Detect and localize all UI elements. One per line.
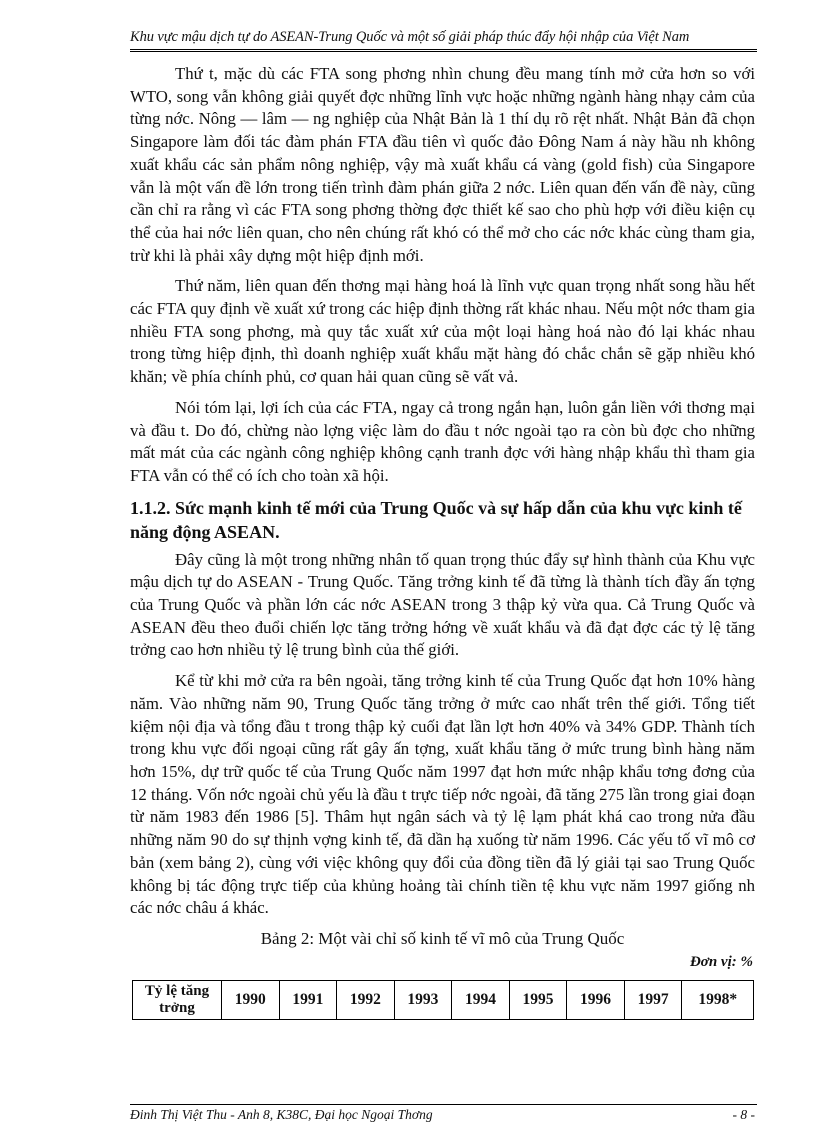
page-number: - 8 - (732, 1107, 755, 1122)
paragraph: Kể từ khi mở cửa ra bên ngoài, tăng trởng kinh tế của Trung Quốc đạt hơn 10% hàng năm. Vào những năm 90, Trung Quốc tăng trởng ở mức cao nhất trên thế giới. Tổng tiết kiệm nội địa và tổng đầu t trong thập kỷ cuối đạt lần lợt hơn 40% và 34% GDP. Thành tích trong khu vực đối ngoại cũng rất gây ấn tợng, xuất khẩu tăng ở mức trung bình hàng năm hơn 15%, dự trữ quốc tế của Trung Quốc năm 1997 đạt hơn mức nhập khẩu tơng đơng của 12 tháng. Vốn nớc ngoài chủ yếu là đầu t trực tiếp nớc ngoài, đã tăng 275 lần trong giai đoạn từ năm 1983 đến 1986 [5]. Thâm hụt ngân sách và tỷ lệ lạm phát khá cao trong nửa đầu những năm 90 do sự thịnh vợng kinh tế, đã dần hạ xuống từ năm 1996. Các yếu tố vĩ mô cơ bản (xem bảng 2), cùng với việc không quy đổi của đồng tiền đã lý giải tại sao Trung Quốc không bị tác động trực tiếp của khủng hoảng tài chính tiền tệ khu vực năm 1997 giống nh các nớc châu á khác. (130, 671, 755, 918)
year-cell: 1993 (394, 980, 452, 1019)
year-cell: 1995 (509, 980, 567, 1019)
year-cell: 1990 (222, 980, 280, 1019)
table-caption: Bảng 2: Một vài chỉ số kinh tế vĩ mô của Trung Quốc (260, 928, 625, 948)
page-body (130, 63, 755, 1020)
year-cell: 1998* (682, 980, 754, 1019)
page-footer (130, 1107, 757, 1123)
paragraph: Đây cũng là một trong những nhân tố quan trọng thúc đẩy sự hình thành của Khu vực mậu dịch tự do ASEAN - Trung Quốc. Tăng trởng kinh tế đã từng là thành tích đầy ấn tợng của Trung Quốc và phần lớn các nớc ASEAN trong 3 thập kỷ vừa qua. Cả Trung Quốc và ASEAN đều theo đuổi chiến lợc tăng trởng hớng về xuất khẩu và đã đạt đợc các tỷ lệ tăng trởng cao hơn nhiều tỷ lệ trung bình của thế giới. (130, 549, 755, 660)
footer-rule (130, 1104, 757, 1105)
paragraph: Thứ năm, liên quan đến thơng mại hàng hoá là lĩnh vực quan trọng nhất song hầu hết các FTA quy định về xuất xứ trong các hiệp định thờng rất khác nhau. Nếu một nớc tham gia nhiều FTA song phơng, mà quy tắc xuất xứ của một loại hàng hoá nào đó lại khác nhau trong từng hiệp định, thì doanh nghiệp xuất khẩu mặt hàng đó chắc chắn sẽ gặp nhiều khó khăn; về phía chính phủ, cơ quan hải quan cũng sẽ vất vả. (130, 276, 755, 387)
paragraph: Nói tóm lại, lợi ích của các FTA, ngay cả trong ngắn hạn, luôn gắn liền với thơng mại và đầu t. Do đó, chừng nào lợng việc làm do đầu t nớc ngoài tạo ra còn bù đợc cho những mất mát của các ngành công nghiệp không cạnh tranh đợc với hàng nhập khẩu thì tham gia FTA vẫn có thể có ích cho toàn xã hội. (130, 397, 755, 485)
table-unit: Đơn vị: % (689, 953, 753, 970)
year-cell: 1997 (624, 980, 682, 1019)
running-header: Khu vực mậu dịch tự do ASEAN-Trung Quốc và một số giải pháp thúc đẩy hội nhập của Việt Nam (130, 29, 690, 45)
year-cell: 1996 (567, 980, 625, 1019)
section-heading: 1.1.2. Sức mạnh kinh tế mới của Trung Quốc và sự hấp dẫn của khu vực kinh tế năng động ASEAN. (130, 497, 742, 542)
footer-author: Đinh Thị Việt Thu - Anh 8, K38C, Đại học Ngoại Thơng (130, 1107, 433, 1122)
macro-indicators-table (132, 980, 754, 1020)
header-rule (130, 49, 757, 52)
year-cell: 1991 (279, 980, 337, 1019)
row-header: Tỷ lệ tăng trởng (133, 980, 222, 1019)
table-row (133, 980, 754, 1019)
year-cell: 1994 (452, 980, 510, 1019)
paragraph: Thứ t, mặc dù các FTA song phơng nhìn chung đều mang tính mở cửa hơn so với WTO, song vẫn không giải quyết đợc những lĩnh vực hoặc những ngành hàng nhạy cảm của từng nớc. Nông — lâm — ng nghiệp của Nhật Bản là 1 thí dụ rõ rệt nhất. Nhật Bản đã chọn Singapore làm đối tác đàm phán FTA đầu tiên vì quốc đảo Đông Nam á này hầu nh không xuất khẩu các sản phẩm nông nghiệp, vậy mà xuất khẩu cá vàng (gold fish) của Singapore vẫn là một vấn đề lớn trong tiến trình đàm phán giữa 2 nớc. Liên quan đến vấn đề này, cũng cần chỉ ra rằng vì các FTA song phơng thờng đợc thiết kế sao cho phù hợp với điều kiện cụ thể của hai nớc liên quan, cho nên chúng rất khó có thể mở cho các nớc khác cùng tham gia, trừ khi là phải xây dựng một hiệp định mới. (130, 64, 755, 265)
year-cell: 1992 (337, 980, 395, 1019)
